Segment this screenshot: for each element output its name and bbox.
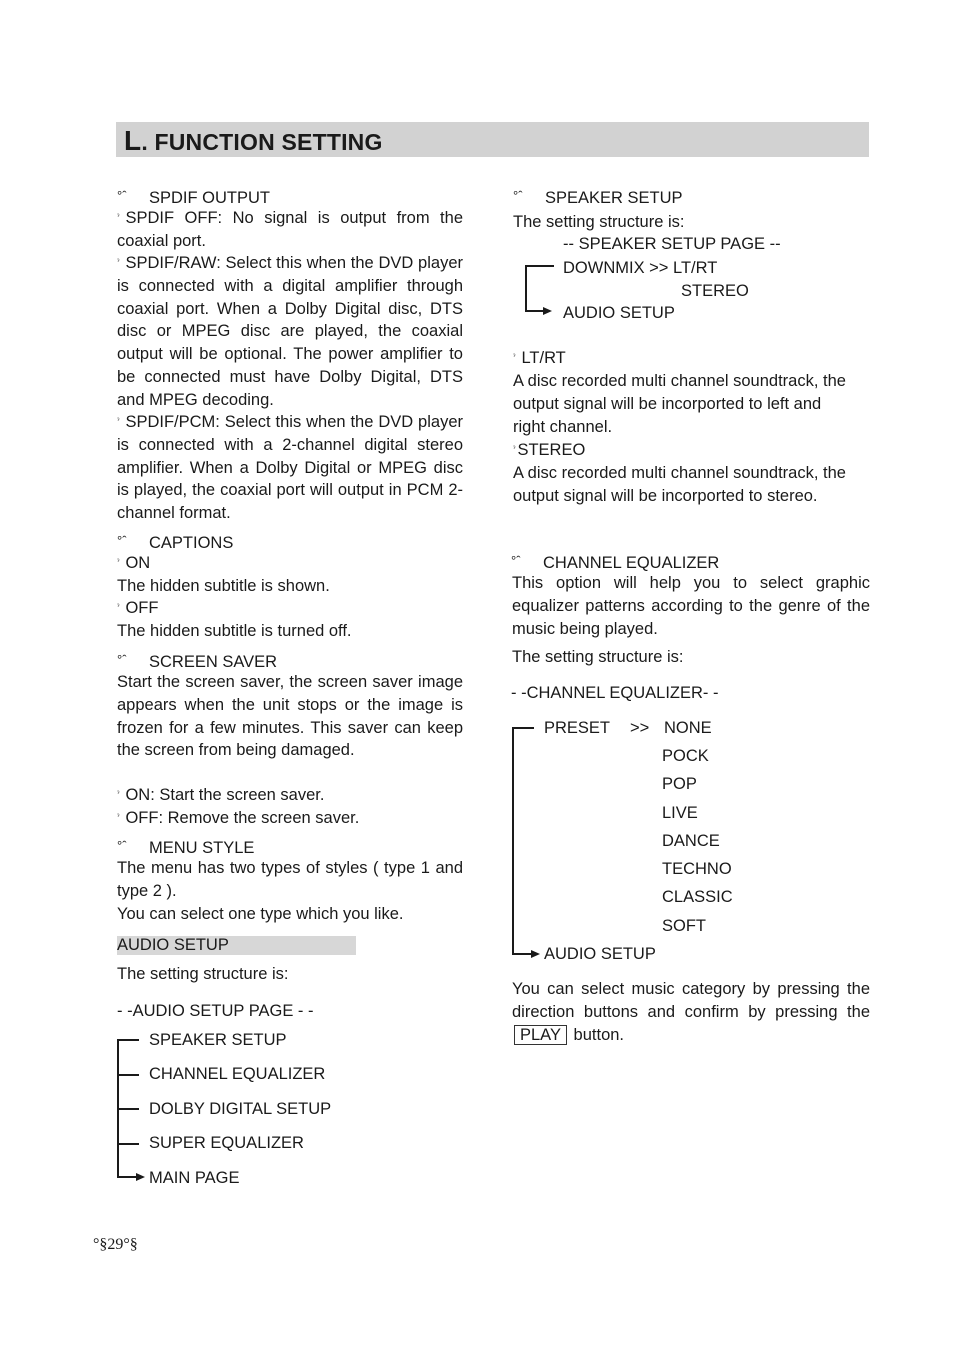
audio-tree-item: CHANNEL EQUALIZER <box>149 1065 326 1083</box>
stereo-label: $^ˀ$ STEREO <box>513 441 586 459</box>
audio-tree-branch <box>117 1039 139 1041</box>
audio-tree-branch <box>117 1176 137 1178</box>
captions-on-label: $^ˀ$ ON <box>117 554 151 572</box>
screen-saver-on: $^ˀ$ ON: Start the screen saver. <box>117 786 325 804</box>
channel-equalizer-desc: This option will help you to select graphic equalizer patterns according to the genre of the music being played. <box>512 574 870 638</box>
speaker-tree-branch <box>525 310 544 312</box>
menu-style-desc: The menu has two types of styles ( type 1 and type 2 ). <box>117 859 463 900</box>
menu-style-desc2: You can select one type which you like. <box>117 905 404 923</box>
audio-setup-page-title: - -AUDIO SETUP PAGE - - <box>117 1002 314 1020</box>
arrow-right-icon <box>136 1173 145 1181</box>
screen-saver-off: $^ˀ$ OFF: Remove the screen saver. <box>117 809 360 827</box>
channel-equalizer-page-title: - -CHANNEL EQUALIZER- - <box>511 684 719 702</box>
eq-option: NONE <box>664 719 712 737</box>
speaker-setup-heading: °ˆ SPEAKER SETUP <box>513 188 683 207</box>
audio-tree-item: MAIN PAGE <box>149 1169 240 1187</box>
eq-option: DANCE <box>662 832 720 850</box>
eq-option: POCK <box>662 747 709 765</box>
audio-tree-branch <box>117 1108 139 1110</box>
channel-equalizer-heading: °ˆ CHANNEL EQUALIZER <box>511 553 720 572</box>
channel-equalizer-note: You can select music category by pressing the direction buttons and confirm by pressing the PLAY button. <box>512 980 870 1044</box>
eq-option: CLASSIC <box>662 888 733 906</box>
eq-tree-trunk <box>512 727 514 954</box>
arrow-right-icon <box>531 950 540 958</box>
eq-audio-setup: AUDIO SETUP <box>544 945 656 963</box>
speaker-audio-setup: AUDIO SETUP <box>563 304 675 322</box>
eq-tree-branch <box>512 727 534 729</box>
spdif-output-heading: °ˆ SPDIF OUTPUT <box>117 188 271 207</box>
audio-tree-item: SUPER EQUALIZER <box>149 1134 304 1152</box>
page-number: °§29°§ <box>93 1236 138 1253</box>
ltrt-desc: A disc recorded multi channel soundtrack, the output signal will be incorported to left and right channel. <box>513 372 846 436</box>
eq-tree-branch <box>512 953 532 955</box>
audio-tree-item: SPEAKER SETUP <box>149 1031 287 1049</box>
ltrt-label: $^ˀ$ LT/RT <box>513 349 566 367</box>
screen-saver-heading: °ˆ SCREEN SAVER <box>117 652 278 671</box>
play-button-label: PLAY <box>514 1025 567 1045</box>
stereo-desc: A disc recorded multi channel soundtrack, the output signal will be incorported to stereo. <box>513 464 846 505</box>
eq-preset-arrows: >> <box>630 719 650 737</box>
speaker-setup-page-title: -- SPEAKER SETUP PAGE -- <box>563 235 781 253</box>
audio-tree-branch <box>117 1143 139 1145</box>
speaker-downmix: DOWNMIX >> LT/RT <box>563 259 718 277</box>
eq-option: POP <box>662 775 697 793</box>
captions-heading: °ˆ CAPTIONS <box>117 533 234 552</box>
eq-preset-label: PRESET <box>544 719 611 737</box>
menu-style-heading: °ˆ MENU STYLE <box>117 838 255 857</box>
captions-off-label: $^ˀ$ OFF <box>117 599 159 617</box>
spdif-off-text: $^ˀ$ SPDIF OFF: No signal is output from the coaxial port. <box>117 209 463 250</box>
speaker-setup-structure-label: The setting structure is: <box>513 213 685 231</box>
eq-option: SOFT <box>662 917 706 935</box>
arrow-right-icon <box>543 307 552 315</box>
page-title: L. FUNCTION SETTING <box>124 125 383 156</box>
spdif-raw-text: $^ˀ$ SPDIF/RAW: Select this when the DVD player is connected with a digital amplifier through coaxial port. When a Dolby Digital disc, DTS disc or MPEG disc are played, the coaxial output will be optional. The power amplifier to be connected must have Dolby Digital, DTS and MPEG decoding. <box>117 254 463 409</box>
captions-on-desc: The hidden subtitle is shown. <box>117 577 330 595</box>
speaker-tree-trunk <box>525 265 527 311</box>
audio-setup-structure-label: The setting structure is: <box>117 965 289 983</box>
audio-setup-band-label: AUDIO SETUP <box>117 936 229 954</box>
channel-equalizer-structure-label: The setting structure is: <box>512 648 684 666</box>
audio-tree-branch <box>117 1074 139 1076</box>
speaker-tree-branch <box>525 265 554 267</box>
speaker-stereo-option: STEREO <box>681 282 749 300</box>
spdif-pcm-text: $^ˀ$ SPDIF/PCM: Select this when the DVD player is connected with a 2-channel digital stereo amplifier. When a Dolby Digital or MPEG disc is played, the coaxial port will output in PCM 2-channel format. <box>117 413 463 523</box>
eq-option: TECHNO <box>662 860 732 878</box>
screen-saver-desc: Start the screen saver, the screen saver image appears when the unit stops or the image is frozen for a few minutes. This saver can keep the screen from being damaged. <box>117 673 463 760</box>
audio-tree-item: DOLBY DIGITAL SETUP <box>149 1100 332 1118</box>
eq-option: LIVE <box>662 804 698 822</box>
captions-off-desc: The hidden subtitle is turned off. <box>117 622 352 640</box>
